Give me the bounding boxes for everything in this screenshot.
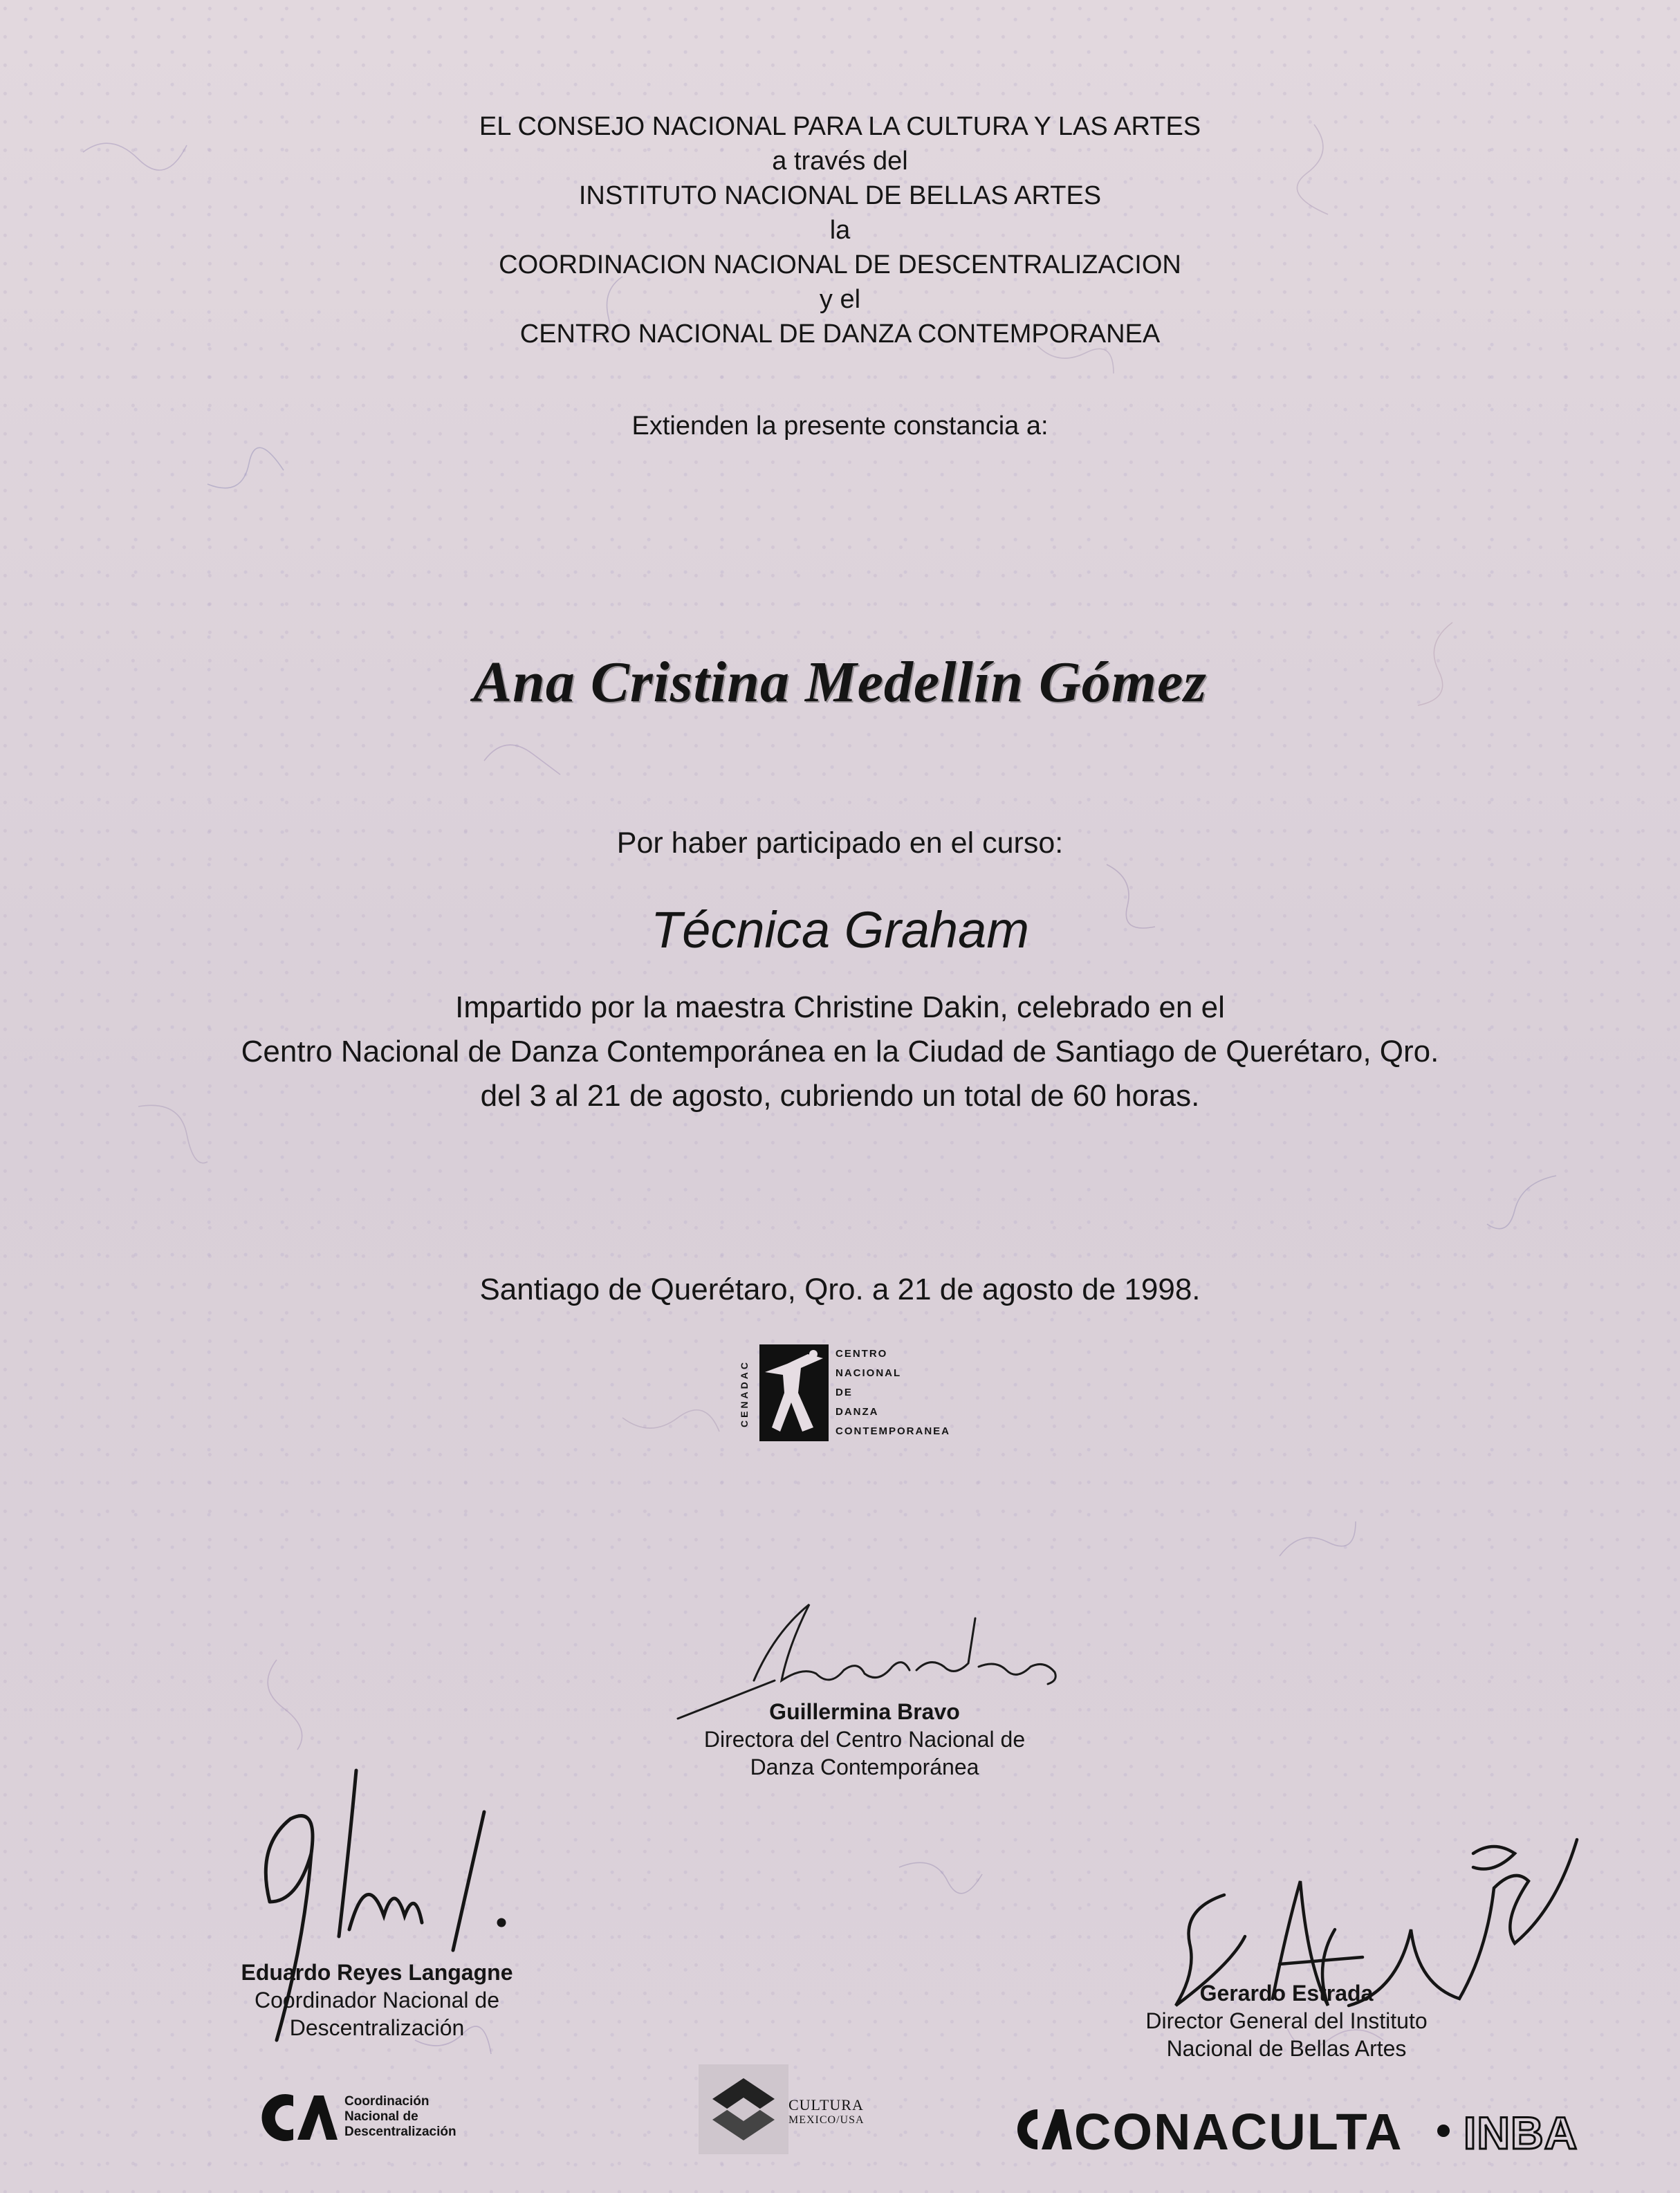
cultura-mark-icon — [699, 2064, 788, 2154]
header-line: CENTRO NACIONAL DE DANZA CONTEMPORANEA — [519, 320, 1161, 349]
coordinacion-logo — [261, 2090, 483, 2147]
header-line: COORDINACION NACIONAL DE DESCENTRALIZACION — [499, 250, 1181, 279]
place-and-date: Santiago de Querétaro, Qro. a 21 de agosto de 1998. — [479, 1273, 1201, 1306]
recipient-name: Ana Cristina Medellín Gómez — [473, 650, 1207, 714]
cenadac-line: DANZA — [836, 1406, 879, 1418]
details-line: Impartido por la maestra Christine Dakin, celebrado en el — [455, 990, 1225, 1024]
details-line: del 3 al 21 de agosto, cubriendo un total de 60 horas. — [480, 1079, 1200, 1113]
header-line: la — [829, 216, 851, 245]
dancer-icon — [759, 1344, 829, 1441]
course-details — [0, 986, 1680, 1118]
conaculta-mark-icon — [1015, 2108, 1072, 2151]
header-line: y el — [819, 285, 861, 314]
cenadac-line: NACIONAL — [836, 1367, 902, 1379]
cultura-mexico-usa-logo — [699, 2057, 906, 2161]
header-line: EL CONSEJO NACIONAL PARA LA CULTURA Y LAS ARTES — [479, 112, 1201, 141]
header-line: INSTITUTO NACIONAL DE BELLAS ARTES — [578, 181, 1102, 210]
coordinacion-mark-icon — [261, 2093, 338, 2143]
coordinacion-name — [344, 2094, 456, 2140]
signatory-reyes — [173, 1959, 581, 2042]
signatory-name: Guillermina Bravo — [769, 1699, 960, 1724]
separator-dot — [1437, 2125, 1450, 2137]
cenadac-vertical-label: CENADAC — [739, 1360, 750, 1427]
cenadac-name — [836, 1344, 950, 1441]
cultura-line: MEXICO/USA — [788, 2114, 865, 2126]
signatory-title: Descentralización — [289, 2015, 465, 2040]
signatory-title: Nacional de Bellas Artes — [1166, 2036, 1407, 2061]
coordinacion-line: Coordinación — [344, 2094, 430, 2109]
signatory-title: Coordinador Nacional de — [255, 1988, 499, 2012]
cultura-line: CULTURA — [788, 2096, 864, 2113]
inba-wordmark: INBA — [1464, 2107, 1578, 2158]
header-line: a través del — [772, 147, 908, 176]
coordinacion-line: Nacional de — [344, 2109, 418, 2124]
signatory-name: Gerardo Estrada — [1199, 1981, 1374, 2006]
signatory-title: Directora del Centro Nacional de — [703, 1727, 1026, 1752]
course-title: Técnica Graham — [651, 901, 1029, 959]
signatory-title: Director General del Instituto — [1145, 2008, 1428, 2033]
coordinacion-line: Descentralización — [344, 2125, 456, 2139]
cenadac-line: CONTEMPORANEA — [836, 1425, 951, 1437]
signatory-title: Danza Contemporánea — [750, 1755, 979, 1779]
cenadac-line: CENTRO — [836, 1348, 888, 1360]
participation-text: Por haber participado en el curso: — [616, 826, 1064, 860]
signatory-estrada — [1093, 1979, 1480, 2062]
cenadac-logo — [739, 1342, 1001, 1445]
details-line: Centro Nacional de Danza Contemporánea en la Ciudad de Santiago de Querétaro, Qro. — [241, 1035, 1439, 1068]
conaculta-wordmark: CONACULTA — [1074, 2103, 1403, 2160]
cenadac-line: DE — [836, 1387, 853, 1398]
signatory-name: Eduardo Reyes Langagne — [241, 1960, 513, 1985]
intro-text: Extienden la presente constancia a: — [631, 411, 1049, 441]
conaculta-inba-logo — [1015, 2102, 1617, 2165]
issuing-institutions — [0, 109, 1680, 351]
signatory-bravo — [622, 1698, 1107, 1781]
cultura-name — [788, 2098, 865, 2128]
